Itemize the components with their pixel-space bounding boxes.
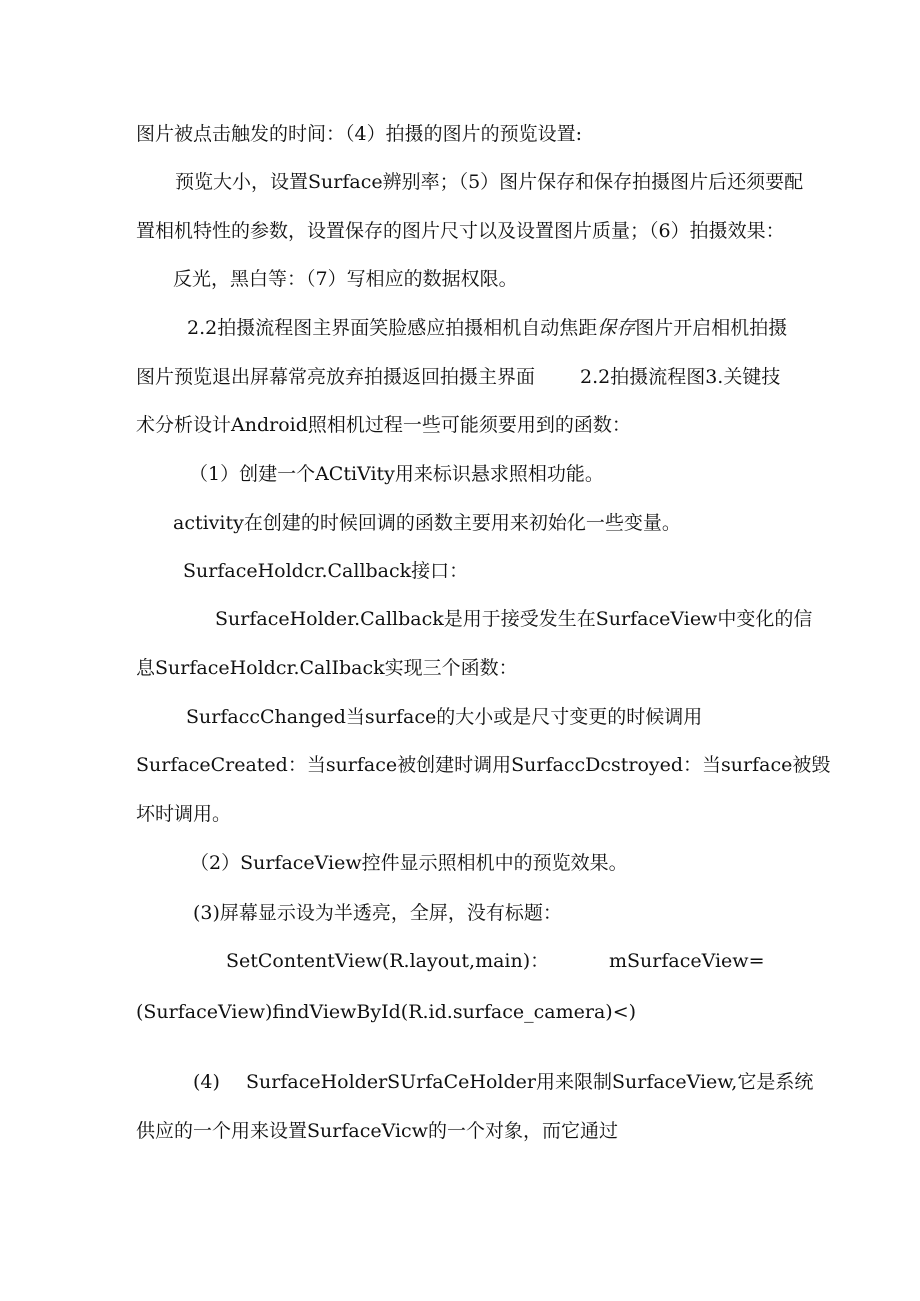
text-line: SurfaceHolderSUrfaCeHolder用来限制SurfaceView,它是系统 xyxy=(246,1071,814,1093)
text-line: （1）创建一个ACtiVity用来标识悬求照相功能。 xyxy=(189,463,604,485)
text-line: 图片被点击触发的时间：（4）拍摄的图片的预览设置: xyxy=(136,123,582,145)
text-line: （2）SurfaceView控件显示照相机中的预览效果。 xyxy=(190,852,628,874)
text-line: (3)屏幕显示设为半透亮，全屏，没有标题： xyxy=(193,902,562,924)
text-segment: 2.2拍摄流程图主界面笑脸感应拍摄相机自动焦距 xyxy=(187,317,598,339)
text-line: mSurfaceView= xyxy=(609,950,765,972)
text-line: SetContentView(R.layout,main)： xyxy=(226,950,550,972)
text-line: SurfaceHoldcr.Callback接口： xyxy=(183,560,469,582)
text-line: 息SurfaceHoldcr.CalIback实现三个函数： xyxy=(136,657,518,679)
text-line: 术分析设计Android照相机过程一些可能须要用到的函数： xyxy=(136,414,631,436)
text-line: SurfaccChanged当surface的大小或是尺寸变更的时候调用 xyxy=(186,706,703,728)
text-line: (SurfaceView)findViewById(R.id.surface_camera)<) xyxy=(136,1001,637,1023)
text-line: 供应的一个用来设置SurfaceVicw的一个对象，而它通过 xyxy=(136,1120,618,1142)
text-line: 坏时调用。 xyxy=(136,803,232,825)
text-line: 反光，黑白等：（7）写相应的数据权限。 xyxy=(173,268,518,290)
text-line: 置相机特性的参数，设置保存的图片尺寸以及设置图片质量；（6）拍摄效果： xyxy=(136,220,785,242)
text-line: activity在创建的时候回调的函数主要用来初始化一些变量。 xyxy=(173,512,681,534)
text-line: 2.2拍摄流程图3.关键技 xyxy=(580,366,781,388)
text-line: SurfaceHolder.Callback是用于接受发生在SurfaceView中变化的信 xyxy=(215,608,813,630)
text-segment: 图片开启相机拍摄 xyxy=(635,317,788,339)
italic-segment: 保存 xyxy=(597,317,636,339)
text-line xyxy=(187,315,787,341)
text-line: SurfaceCreated：当surface被创建时调用SurfaccDcstroyed：当surface被毁 xyxy=(136,754,831,776)
text-line: 预览大小，设置Surface辨别率；（5）图片保存和保存拍摄图片后还须要配 xyxy=(175,171,804,193)
text-line: (4) xyxy=(193,1071,220,1093)
text-line: 图片预览退出屏幕常亮放弃拍摄返回拍摄主界面 xyxy=(136,366,536,388)
